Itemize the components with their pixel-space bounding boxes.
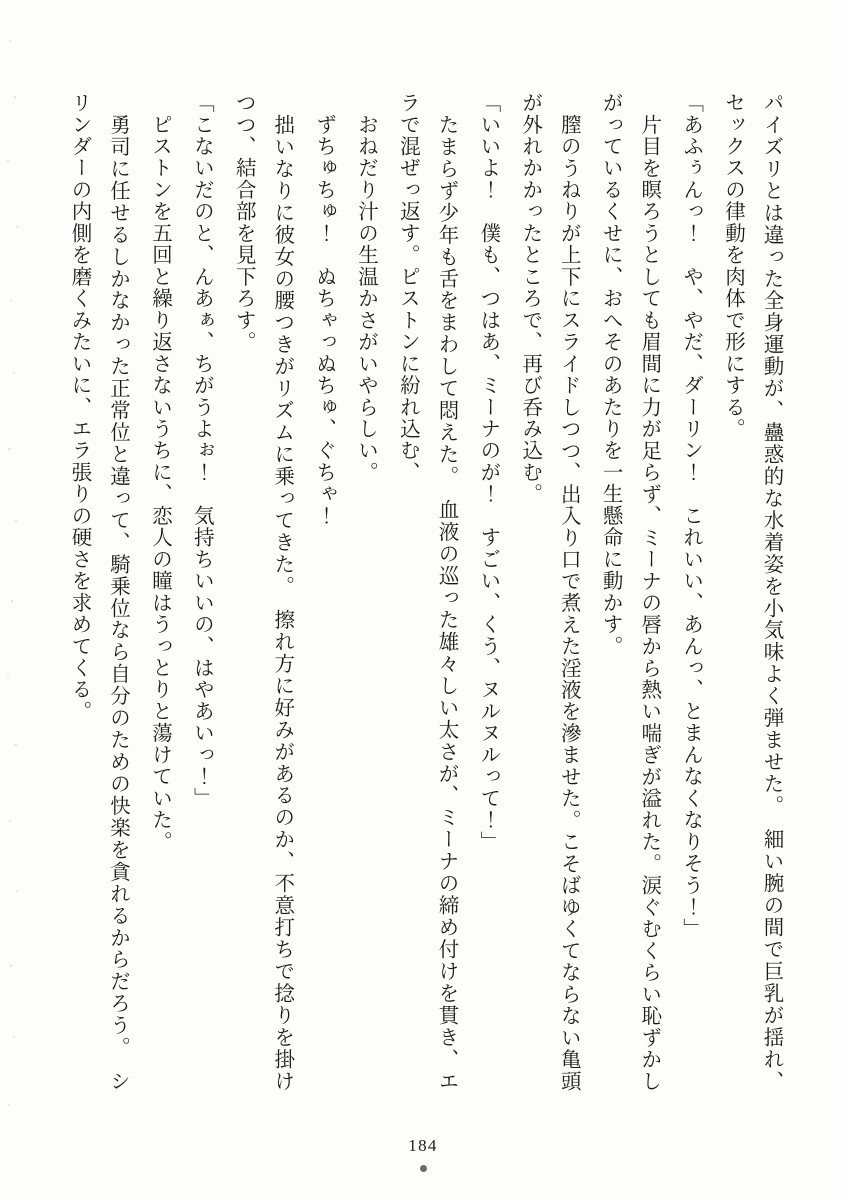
paragraph: たまらず少年も舌をまわして悶えた。 血液の巡った雄々しい太さが、ミーナの締め付けを貫き、エラで混ぜっ返す。ピストンに紛れ込む、: [396, 92, 457, 1092]
paragraph: おねだり汁の生温かさがいやらしい。: [354, 92, 377, 484]
paragraph: パイズリとは違った全身運動が、蠱惑的な水着姿を小気味よく弾ませた。 細い腕の間で巨乳が揺れ、セックスの律動を肉体で形にする。: [721, 92, 782, 1092]
paragraph: ピストンを五回と繰り返さないうちに、恋人の瞳はうっとりと蕩けていた。: [148, 92, 171, 853]
paragraph: 「こないだのと、んあぁ、ちがうよぉ！ 気持ちいいの、はやあいっ！」: [190, 92, 213, 810]
paragraph: ずちゅちゅ！ ぬちゃっぬちゅ、ぐちゃ！: [312, 92, 335, 527]
paper-texture: [0, 0, 30, 1200]
paragraph: 拙いなりに彼女の腰つきがリズムに乗ってきた。 擦れ方に好みがあるのか、不意打ちで捻りを掛けつつ、結合部を見下ろす。: [232, 92, 293, 1092]
paragraph: 片目を瞑ろうとしても眉間に力が足らず、ミーナの唇から熱い喘ぎが溢れた。涙ぐむくらい恥ずかしがっているくせに、おへそのあたりを一生懸命に動かす。: [599, 92, 660, 1092]
paragraph: 「いいよ！ 僕も、つはあ、ミーナのが！ すごい、くう、ヌルヌルって！」: [476, 92, 499, 853]
paragraph: 「あふぅんっ！ や、やだ、ダーリン！ これいい、あんっ、とまんなくなりそう！」: [679, 92, 702, 940]
page-body-text: [56, 92, 790, 1092]
paragraph: 勇司に任せるしかなかった正常位と違って、騎乗位なら自分のための快楽を貪れるからだろう。 シリンダーの内側を磨くみたいに、エラ張りの硬さを求めてくる。: [68, 92, 129, 1092]
paragraph: 膣のうねりが上下にスライドしつつ、出入り口で煮えた淫液を滲ませた。こそばゆくてならない亀頭が外れかかったところで、再び呑み込む。: [518, 92, 580, 1092]
footer-dot-ornament: [420, 1165, 427, 1172]
page-number: 184: [408, 1136, 438, 1155]
